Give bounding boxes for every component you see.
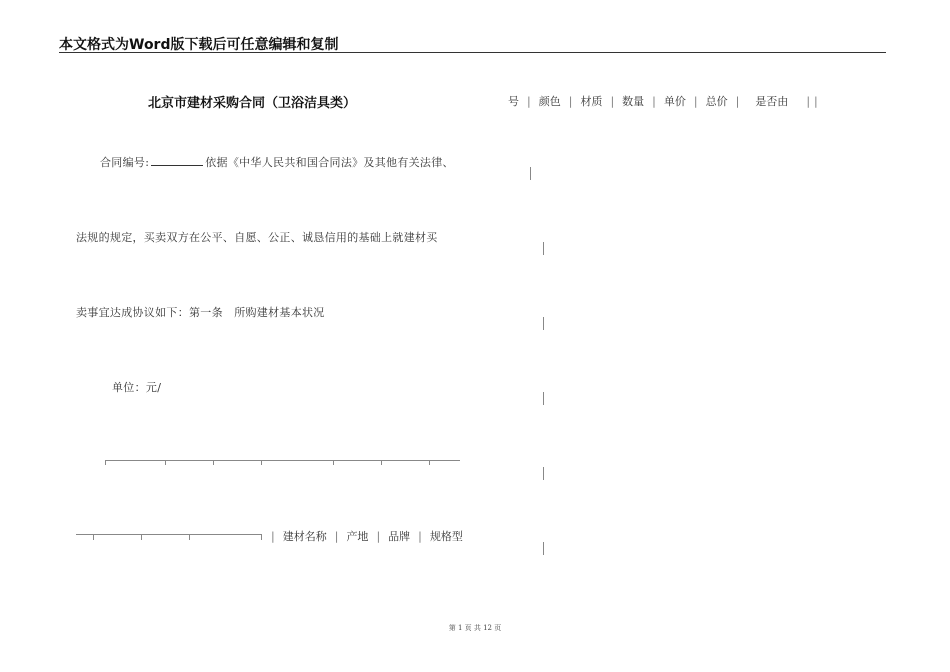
column-separator: |	[376, 529, 381, 543]
table-cell-divider	[381, 460, 382, 465]
column-header-whether: 是否由	[755, 95, 789, 108]
column-header-quantity: 数量	[622, 95, 645, 108]
table-cell-divider	[261, 460, 262, 465]
column-separator: |	[693, 94, 698, 108]
row-header-spec-model: 规格型	[429, 530, 463, 543]
table-cell-divider	[165, 460, 166, 465]
table-border-tick	[543, 242, 544, 255]
row-header-origin: 产地	[346, 530, 369, 543]
table-border-tick	[543, 542, 544, 555]
contract-title: 北京市建材采购合同（卫浴洁具类）	[148, 96, 357, 111]
paragraph-line-2: 法规的规定，买卖双方在公平、自愿、公正、诚恳信用的基础上就建材买	[76, 231, 438, 244]
column-separator: |	[806, 94, 811, 108]
column-separator: |	[610, 94, 615, 108]
column-header-unit-price: 单价	[663, 95, 686, 108]
table-cell-divider	[141, 534, 142, 540]
table-rule	[105, 460, 460, 461]
column-separator: |	[652, 94, 656, 108]
column-separator: |	[568, 94, 573, 108]
table-column-headers	[502, 93, 820, 109]
table-cell-divider	[189, 534, 190, 540]
table-cell-divider	[429, 460, 430, 465]
column-separator: |	[735, 94, 740, 108]
table-cell-divider	[333, 460, 334, 465]
column-separator: |	[527, 94, 531, 108]
table-border-tick	[530, 167, 531, 180]
row-header-material-name: 建材名称	[282, 530, 327, 543]
column-separator: |	[334, 529, 339, 543]
header-divider	[59, 52, 886, 53]
table-cell-divider	[261, 534, 262, 540]
unit-label: 单位：元/	[112, 381, 162, 394]
column-header-number: 号	[508, 95, 519, 108]
paragraph-line-1: 依据《中华人民共和国合同法》及其他有关法律、	[205, 156, 454, 169]
page-header-title: 本文格式为Word版下载后可任意编辑和复制	[59, 37, 339, 53]
row-header-brand: 品牌	[388, 530, 411, 543]
column-header-material: 材质	[580, 95, 603, 108]
table-border-tick	[543, 392, 544, 405]
table-cell-divider	[105, 460, 106, 465]
contract-number-blank[interactable]	[151, 155, 203, 166]
page-footer: 第 1 页 共 12 页	[448, 624, 502, 632]
contract-number-label: 合同编号:	[100, 156, 150, 169]
column-separator: |	[418, 529, 422, 543]
table-border-tick	[543, 317, 544, 330]
table-row-headers	[269, 528, 469, 544]
table-border-tick	[543, 467, 544, 480]
column-separator: |	[814, 94, 818, 108]
table-cell-divider	[213, 460, 214, 465]
column-header-total-price: 总价	[705, 95, 728, 108]
table-cell-divider	[93, 534, 94, 540]
table-rule	[76, 534, 262, 535]
column-separator: |	[271, 529, 275, 543]
contract-number-line	[100, 154, 454, 170]
column-header-color: 颜色	[538, 95, 561, 108]
paragraph-line-3: 卖事宜达成协议如下：第一条 所购建材基本状况	[76, 306, 325, 319]
